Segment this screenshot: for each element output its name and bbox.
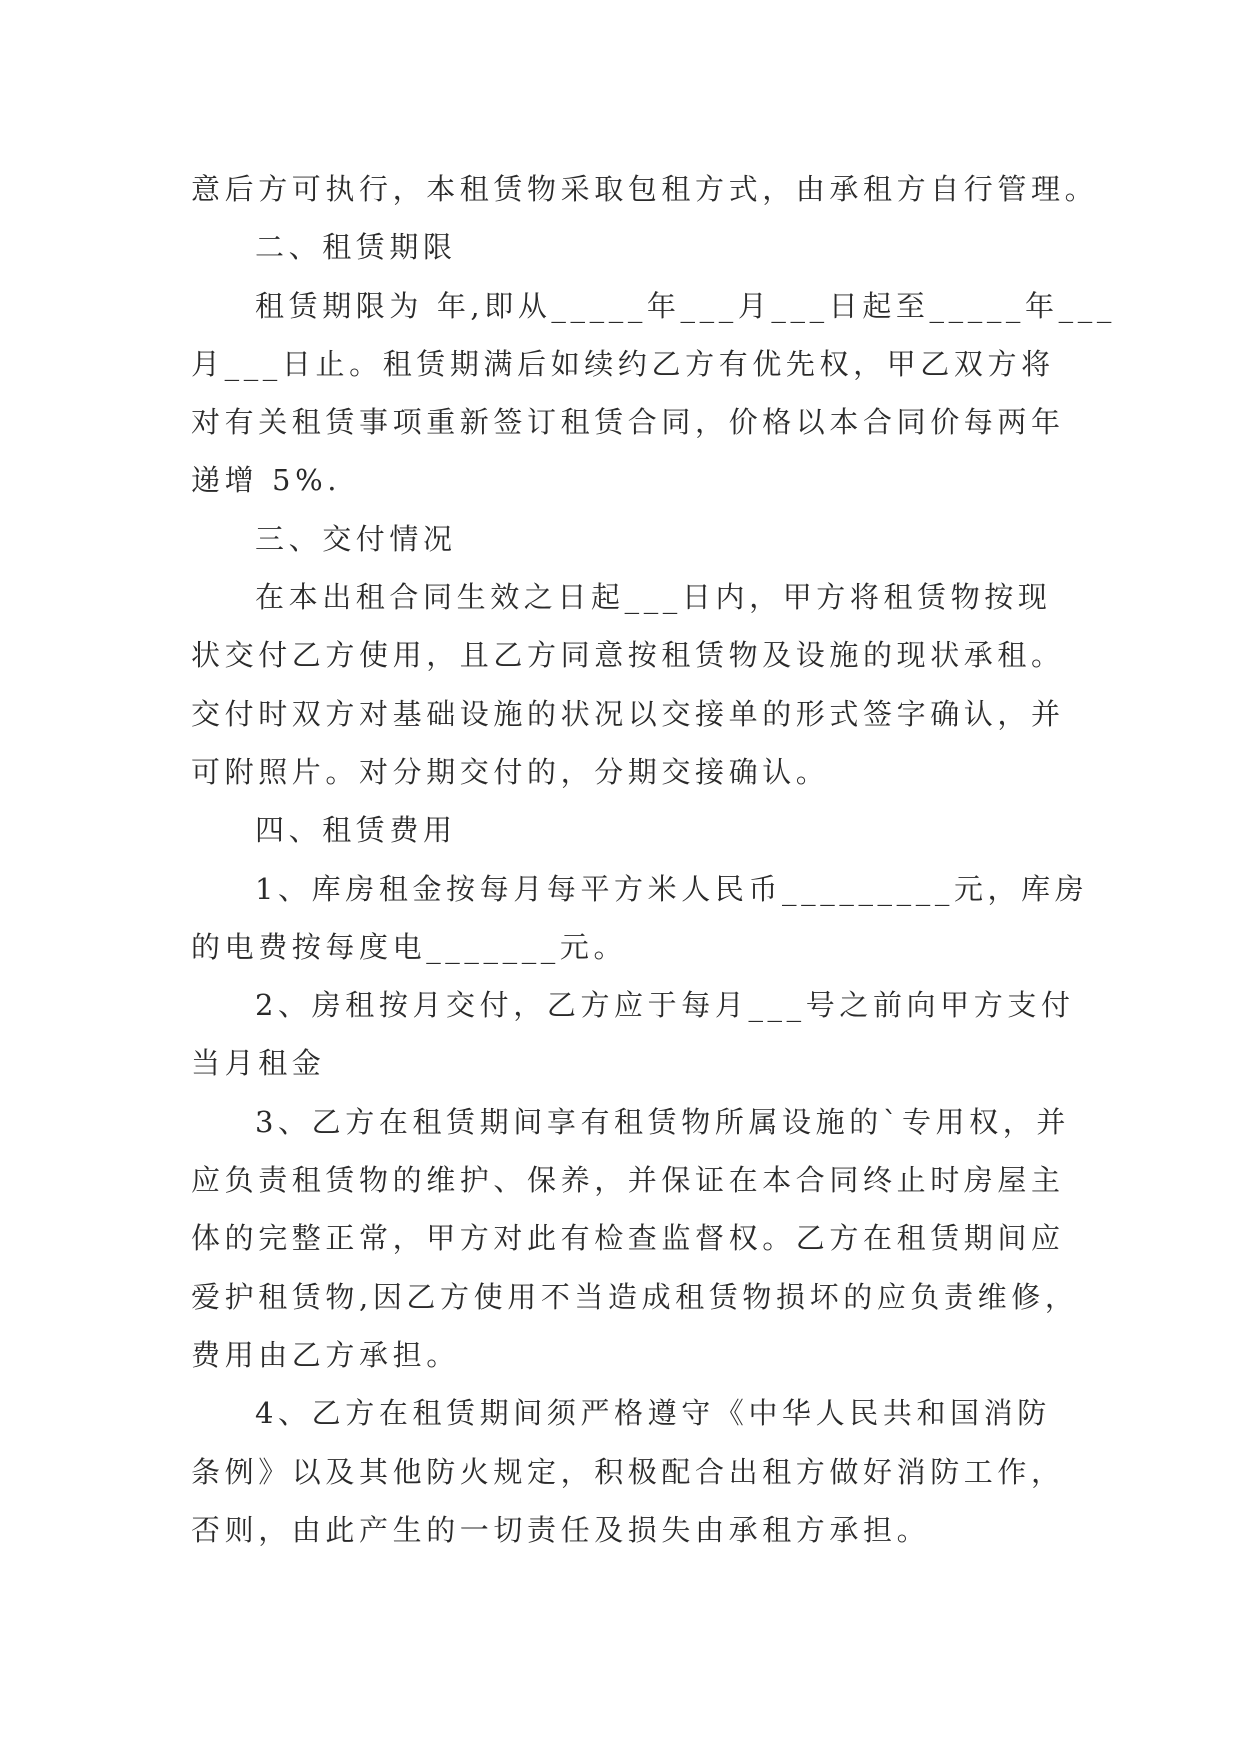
body-text-line: 体的完整正常，甲方对此有检查监督权。乙方在租赁期间应 — [191, 1221, 1065, 1256]
section-heading-lease-fees: 四、租赁费用 — [255, 813, 457, 848]
body-text-line: 应负责租赁物的维护、保养，并保证在本合同终止时房屋主 — [191, 1163, 1065, 1198]
body-text-line: 在本出租合同生效之日起___日内，甲方将租赁物按现 — [255, 580, 1052, 615]
body-text-line: 的电费按每度电_______元。 — [191, 929, 628, 964]
body-text-line: 3、乙方在租赁期间享有租赁物所属设施的`专用权，并 — [255, 1104, 1070, 1139]
section-heading-delivery: 三、交付情况 — [255, 521, 457, 556]
body-text-line: 条例》以及其他防火规定，积极配合出租方做好消防工作， — [191, 1454, 1065, 1489]
body-text-line: 对有关租赁事项重新签订租赁合同，价格以本合同价每两年 — [191, 405, 1065, 440]
body-text-line: 4、乙方在租赁期间须严格遵守《中华人民共和国消防 — [255, 1396, 1051, 1431]
body-text-line: 当月租金 — [191, 1046, 326, 1081]
body-text-line: 可附照片。对分期交付的，分期交接确认。 — [191, 754, 830, 789]
body-text-line: 爱护租赁物,因乙方使用不当造成租赁物损坏的应负责维修， — [191, 1279, 1079, 1314]
body-text-line: 递增 5%. — [191, 463, 342, 498]
body-text-line: 状交付乙方使用，且乙方同意按租赁物及设施的现状承租。 — [191, 638, 1065, 673]
body-text-line: 1、库房租金按每月每平方米人民币_________元，库房 — [255, 871, 1089, 906]
body-text-line: 费用由乙方承担。 — [191, 1337, 460, 1372]
body-text-line: 月___日止。租赁期满后如续约乙方有优先权，甲乙双方将 — [191, 346, 1055, 381]
body-text-line: 交付时双方对基础设施的状况以交接单的形式签字确认，并 — [191, 696, 1065, 731]
body-text-line: 否则，由此产生的一切责任及损失由承租方承担。 — [191, 1512, 931, 1547]
section-heading-lease-term: 二、租赁期限 — [255, 230, 457, 265]
document-body — [191, 160, 1116, 1559]
body-text-line: 意后方可执行，本租赁物采取包租方式，由承租方自行管理。 — [191, 172, 1099, 206]
body-text-line: 2、房租按月交付，乙方应于每月___号之前向甲方支付 — [255, 988, 1075, 1023]
body-text-line: 租赁期限为 年,即从_____年___月___日起至_____年___ — [255, 288, 1116, 323]
